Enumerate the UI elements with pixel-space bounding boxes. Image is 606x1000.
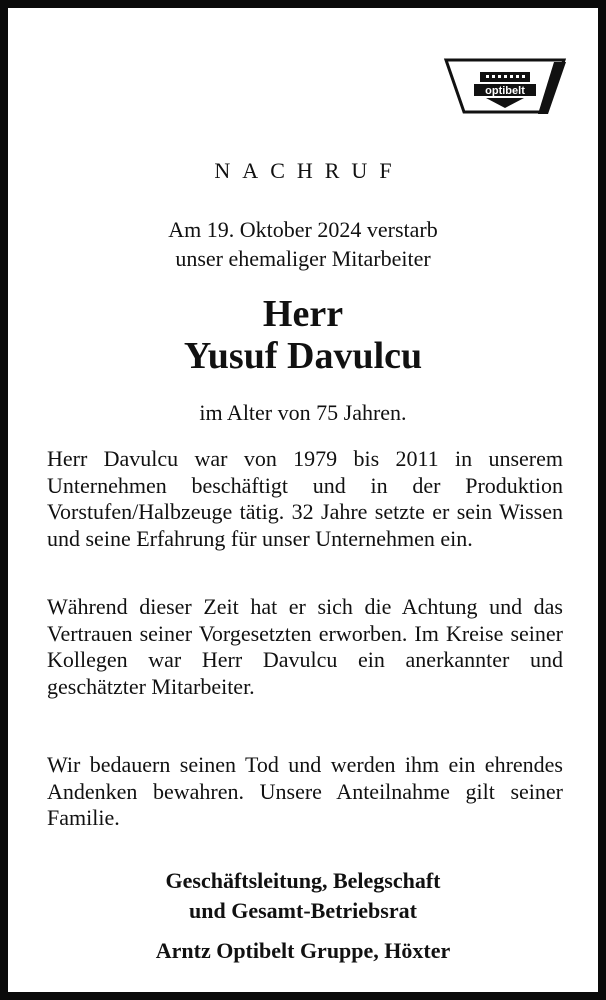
paragraph-career: Herr Davulcu war von 1979 bis 2011 in unserem Unternehmen beschäftigt und in der Produktion Vorstufen/Halbzeuge tätig. 32 Jahre setzte er sein Wissen und seine Erfahrung für unser Unternehmen ein. (47, 446, 563, 551)
age-text: im Alter von 75 Jahren. (199, 400, 407, 425)
intro-text (8, 215, 598, 273)
signature-line-1: Geschäftsleitung, Belegschaft (165, 868, 441, 893)
optibelt-logo (442, 56, 568, 116)
paragraph-condolence: Wir bedauern seinen Tod und werden ihm ein ehrendes Andenken bewahren. Unsere Anteilnahme gilt seiner Familie. (47, 752, 563, 830)
logo-text: optibelt (485, 85, 525, 97)
paragraph-appreciation: Während dieser Zeit hat er sich die Achtung und das Vertrauen seiner Vorgesetzten erworben. Im Kreise seiner Kollegen war Herr Davulcu ein anerkannter und geschätzter Mitarbeiter. (47, 594, 563, 699)
intro-line-2: unser ehemaliger Mitarbeiter (175, 246, 431, 271)
deceased-name (8, 293, 598, 377)
obituary-heading: NACHRUF (214, 158, 404, 183)
intro-line-1: Am 19. Oktober 2024 verstarb (168, 217, 438, 242)
name-line-1: Herr (262, 293, 344, 335)
signature-line-2: und Gesamt-Betriebsrat (189, 898, 417, 923)
signature-block (8, 866, 598, 926)
name-line-2: Yusuf Davulcu (183, 335, 423, 377)
company-signature: Arntz Optibelt Gruppe, Höxter (155, 938, 451, 963)
